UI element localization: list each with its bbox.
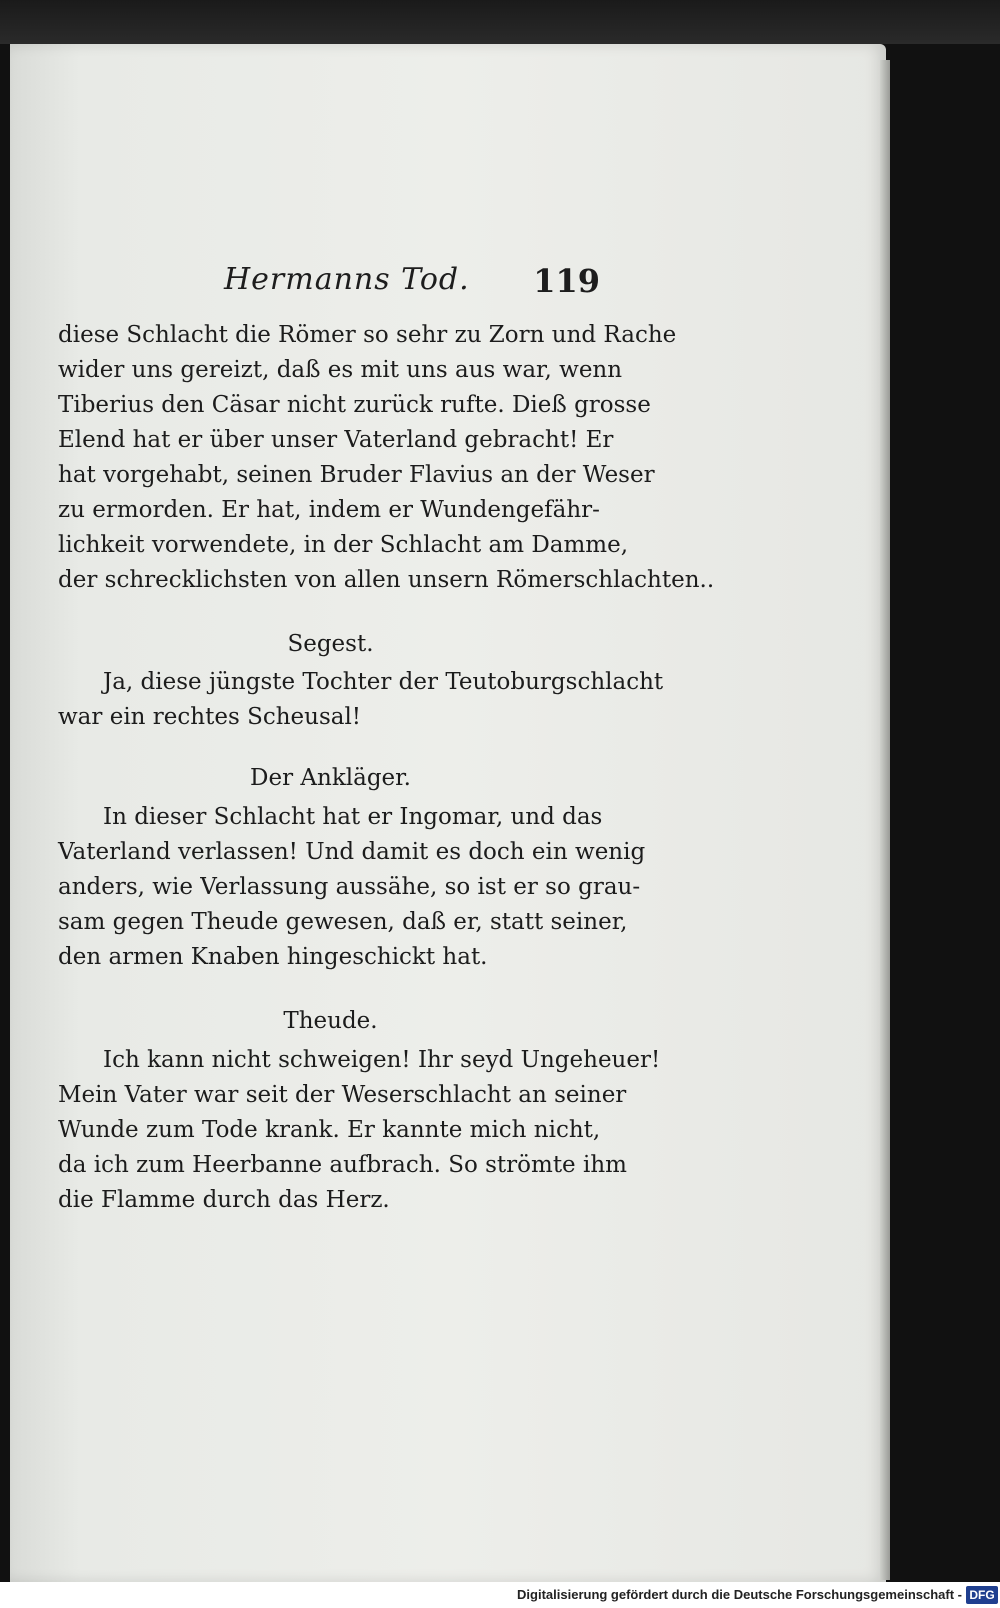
text-line: Vaterland verlassen! Und damit es doch ein wenig: [58, 839, 646, 865]
page-number: 119: [533, 262, 600, 300]
speaker-segest: Segest.: [287, 631, 374, 657]
speaker-anklaeger: Der Ankläger.: [250, 765, 411, 791]
text-line: Elend hat er über unser Vaterland gebracht! Er: [58, 427, 614, 453]
dfg-logo: DFG: [966, 1586, 998, 1604]
footer: [0, 1584, 1000, 1608]
text-line: lichkeit vorwendete, in der Schlacht am Damme,: [58, 532, 629, 558]
text-line: Ich kann nicht schweigen! Ihr seyd Ungeheuer!: [103, 1047, 661, 1073]
text-line: zu ermorden. Er hat, indem er Wundengefähr-: [58, 497, 600, 523]
text-line: Tiberius den Cäsar nicht zurück rufte. Dieß grosse: [58, 392, 651, 418]
text-line: da ich zum Heerbanne aufbrach. So strömte ihm: [58, 1152, 627, 1178]
speaker-theude: Theude.: [283, 1008, 378, 1034]
text-line: In dieser Schlacht hat er Ingomar, und das: [103, 804, 603, 830]
text-line: wider uns gereizt, daß es mit uns aus war, wenn: [58, 357, 623, 383]
text-line: den armen Knaben hingeschickt hat.: [58, 944, 488, 970]
text-line: Wunde zum Tode krank. Er kannte mich nicht,: [58, 1117, 601, 1143]
book-spine: [0, 0, 1000, 44]
text-line: die Flamme durch das Herz.: [58, 1187, 390, 1213]
text-line: hat vorgehabt, seinen Bruder Flavius an der Weser: [58, 462, 655, 488]
running-title: Hermanns Tod.: [224, 262, 470, 297]
paragraph-2: [58, 665, 664, 735]
text-line: Mein Vater war seit der Weserschlacht an seiner: [58, 1082, 627, 1108]
text-line: sam gegen Theude gewesen, daß er, statt seiner,: [58, 909, 628, 935]
page-header: [210, 262, 600, 306]
paragraph-3: [58, 800, 646, 975]
paragraph-4: [58, 1043, 661, 1218]
footer-credit: Digitalisierung gefördert durch die Deutsche Forschungsgemeinschaft -: [517, 1587, 962, 1602]
text-line: war ein rechtes Scheusal!: [58, 704, 362, 730]
text-line: der schrecklichsten von allen unsern Römerschlachten..: [58, 567, 715, 593]
text-line: diese Schlacht die Römer so sehr zu Zorn und Rache: [58, 322, 677, 348]
text-line: anders, wie Verlassung aussähe, so ist er so grau-: [58, 874, 641, 900]
page-edge: [880, 60, 890, 1580]
text-line: Ja, diese jüngste Tochter der Teutoburgschlacht: [103, 669, 664, 695]
paragraph-1: [58, 318, 715, 598]
